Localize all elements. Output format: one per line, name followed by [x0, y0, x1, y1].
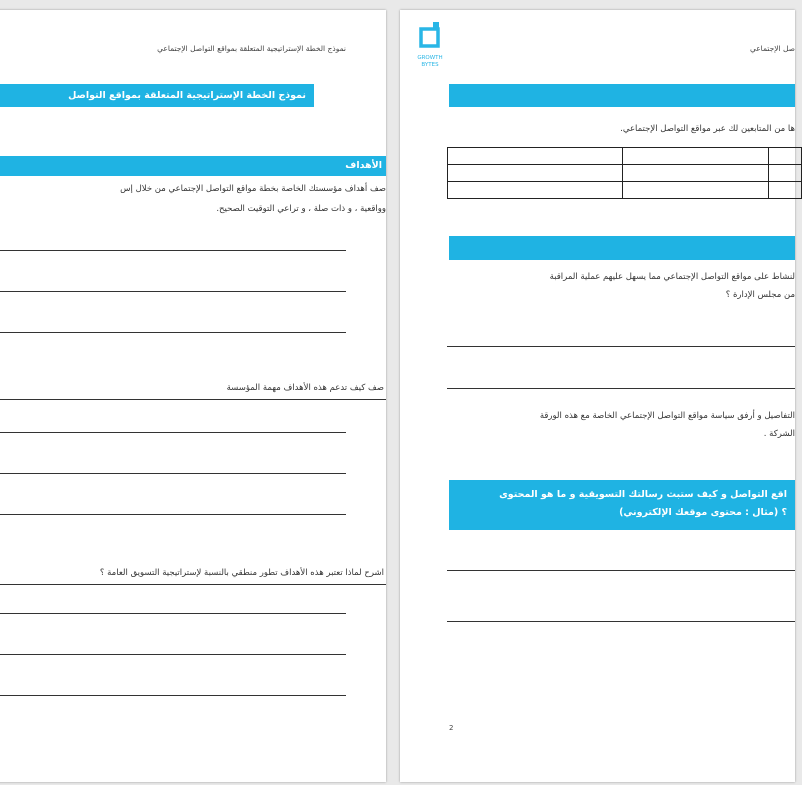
- answer-line: [0, 695, 346, 696]
- logo-icon: [408, 20, 452, 54]
- policy-text-line-1: التفاصيل و أرفق سياسة مواقع التواصل الإجتماعي الخاصة مع هذه الورقة: [539, 411, 795, 421]
- section-banner-1: [449, 84, 795, 107]
- answer-line: [0, 432, 346, 433]
- table-row: [448, 148, 802, 165]
- followers-table: [447, 147, 802, 199]
- answer-line: [0, 291, 346, 292]
- answer-line: [0, 514, 346, 515]
- document-page-right: [400, 10, 795, 782]
- answer-line: [0, 613, 346, 614]
- logo-text-growth: GROWTH: [417, 55, 443, 61]
- table-row: [448, 182, 802, 199]
- answer-line: [447, 346, 795, 347]
- answer-line: [0, 473, 346, 474]
- answer-line: [447, 621, 795, 622]
- goals-text-line-2: وواقعية ، و ذات صلة ، و تراعي التوقيت الصحيح.: [216, 204, 386, 214]
- logo-text-bytes: BYTES: [421, 62, 439, 68]
- answer-line: [447, 388, 795, 389]
- question-2-bar: اشرح لماذا تعتبر هذه الأهداف تطور منطقي بالنسبة لإستراتيجية التسويق العامة ؟: [0, 565, 386, 585]
- page-header: صل الإجتماعي: [749, 44, 795, 53]
- monitoring-text-line-2: من مجلس الإدارة ؟: [725, 290, 795, 300]
- answer-line: [0, 332, 346, 333]
- question-1-bar: صف كيف تدعم هذه الأهداف مهمة المؤسسة: [0, 380, 386, 400]
- growth-bytes-logo: [408, 20, 452, 78]
- answer-line: [447, 570, 795, 571]
- goals-text-line-1: صف أهداف مؤسستك الخاصة بخطة مواقع التواصل الإجتماعي من خلال إس: [120, 184, 386, 194]
- monitoring-text-line-1: لنشاط على مواقع التواصل الإجتماعي مما يسهل عليهم عملية المراقبة: [549, 272, 795, 282]
- page-header: نموذج الخطة الإستراتيجية المتعلقة بمواقع التواصل الإجتماعي: [157, 44, 346, 53]
- title-banner: نموذج الخطة الإستراتيجية المتعلقة بمواقع التواصل: [0, 84, 314, 107]
- answer-line: [0, 250, 346, 251]
- section-banner-2: [449, 236, 795, 260]
- policy-text-line-2: الشركة .: [763, 429, 795, 439]
- document-page-left: [0, 10, 386, 782]
- goals-banner: الأهداف: [0, 156, 386, 176]
- content-banner: اقع التواصل و كيف ستبث رسالتك التسويقية و ما هو المحتوى ؟ (مثال : محتوى موقعك الإلكتروني): [449, 480, 795, 530]
- answer-line: [0, 654, 346, 655]
- page-number: 2: [449, 724, 454, 732]
- followers-text: ها من المتابعين لك عبر مواقع التواصل الإجتماعي.: [620, 124, 795, 134]
- table-row: [448, 165, 802, 182]
